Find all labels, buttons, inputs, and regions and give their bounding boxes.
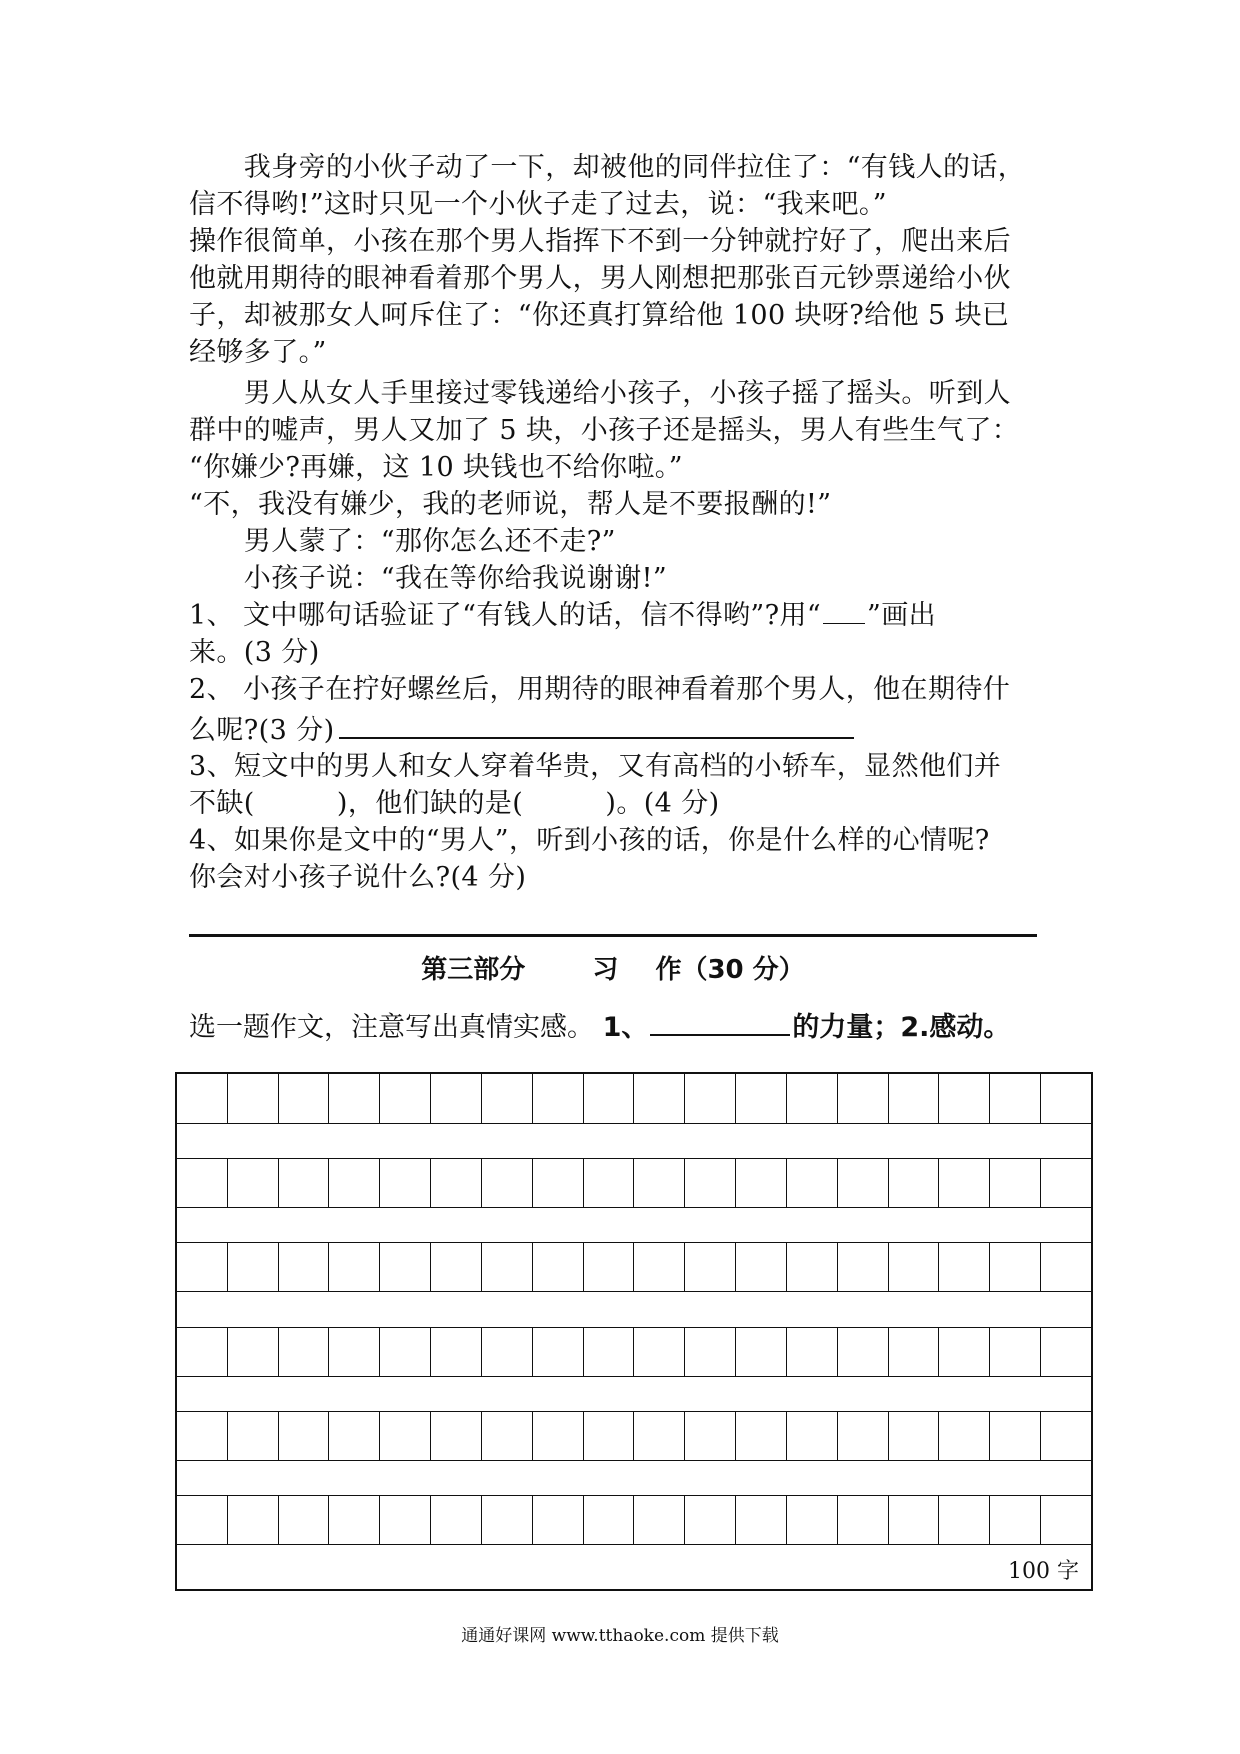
grid-cell[interactable] (938, 1412, 989, 1460)
grid-cell[interactable] (583, 1412, 634, 1460)
section-part-label: 第三部分 (421, 955, 526, 985)
passage-line: 男人从女人手里接过零钱递给小孩子，小孩子摇了摇头。听到人 (189, 378, 1011, 409)
grid-cell[interactable] (379, 1412, 430, 1460)
grid-cell[interactable] (379, 1074, 430, 1123)
grid-cell[interactable] (532, 1328, 583, 1376)
grid-cell[interactable] (735, 1243, 786, 1291)
grid-cell[interactable] (735, 1074, 786, 1123)
grid-cell[interactable] (1040, 1243, 1091, 1291)
grid-cell[interactable] (684, 1159, 735, 1207)
grid-cell[interactable] (328, 1243, 379, 1291)
grid-cell[interactable] (177, 1328, 227, 1376)
grid-cell[interactable] (177, 1074, 227, 1123)
composition-grid[interactable] (175, 1072, 1093, 1591)
grid-cell[interactable] (328, 1496, 379, 1544)
grid-cell[interactable] (1040, 1412, 1091, 1460)
grid-cell[interactable] (278, 1496, 329, 1544)
grid-cell[interactable] (786, 1496, 837, 1544)
grid-cell[interactable] (177, 1412, 227, 1460)
grid-row (177, 1074, 1091, 1124)
grid-cell[interactable] (227, 1243, 278, 1291)
grid-cell[interactable] (837, 1074, 888, 1123)
grid-cell[interactable] (430, 1328, 481, 1376)
question-2: 2、 小孩子在拧好螺丝后，用期待的眼神看着那个男人，他在期待什 (189, 674, 1011, 705)
grid-cell[interactable] (532, 1412, 583, 1460)
grid-cell[interactable] (177, 1159, 227, 1207)
writing-prompt (189, 1006, 1010, 1048)
grid-cell[interactable] (938, 1159, 989, 1207)
grid-row (177, 1242, 1091, 1292)
grid-cell[interactable] (989, 1074, 1040, 1123)
grid-cell[interactable] (888, 1328, 939, 1376)
grid-cell[interactable] (177, 1243, 227, 1291)
grid-cell[interactable] (786, 1243, 837, 1291)
char-count-label: 100 字 (1008, 1559, 1079, 1584)
grid-cell[interactable] (481, 1074, 532, 1123)
title-blank[interactable] (650, 1006, 790, 1036)
grid-cell[interactable] (227, 1159, 278, 1207)
grid-cell[interactable] (532, 1496, 583, 1544)
grid-cell[interactable] (684, 1074, 735, 1123)
grid-cell[interactable] (379, 1328, 430, 1376)
grid-cell[interactable] (837, 1496, 888, 1544)
grid-row (177, 1158, 1091, 1208)
section-divider (189, 934, 1037, 937)
grid-cell[interactable] (532, 1074, 583, 1123)
grid-cell[interactable] (379, 1243, 430, 1291)
question-1-text: 1、 文中哪句话验证了“有钱人的话，信不得哟”?用“ (189, 600, 822, 631)
question-2-text: 么呢?(3 分) (189, 715, 335, 746)
section-name-2: 作（30 分） (655, 955, 805, 985)
underline-mark-blank (823, 601, 865, 624)
grid-cell[interactable] (227, 1412, 278, 1460)
grid-cell[interactable] (227, 1074, 278, 1123)
question-3-continued: 不缺( )，他们缺的是( )。(4 分) (189, 788, 720, 819)
passage-line: 经够多了。” (189, 337, 327, 368)
grid-cell[interactable] (837, 1328, 888, 1376)
grid-cell[interactable] (888, 1243, 939, 1291)
grid-cell[interactable] (888, 1496, 939, 1544)
grid-cell[interactable] (430, 1074, 481, 1123)
page-footer: 通通好课网 www.tthaoke.com 提供下载 (461, 1626, 779, 1646)
grid-cell[interactable] (786, 1328, 837, 1376)
grid-cell[interactable] (633, 1159, 684, 1207)
option-1-suffix: 的力量； (792, 1012, 901, 1043)
grid-cell[interactable] (1040, 1328, 1091, 1376)
passage-line: 小孩子说：“我在等你给我说谢谢!” (189, 563, 668, 594)
grid-cell[interactable] (532, 1243, 583, 1291)
grid-cell[interactable] (1040, 1496, 1091, 1544)
passage-line: “你嫌少?再嫌，这 10 块钱也不给你啦。” (189, 452, 683, 483)
question-4: 4、如果你是文中的“男人”，听到小孩的话，你是什么样的心情呢? (189, 825, 990, 856)
grid-cell[interactable] (430, 1159, 481, 1207)
grid-cell[interactable] (583, 1496, 634, 1544)
option-1-number: 1、 (602, 1012, 649, 1043)
grid-cell[interactable] (684, 1412, 735, 1460)
question-3: 3、短文中的男人和女人穿着华贵，又有高档的小轿车，显然他们并 (189, 751, 1002, 782)
grid-cell[interactable] (633, 1412, 684, 1460)
grid-cell[interactable] (837, 1412, 888, 1460)
grid-cell[interactable] (430, 1243, 481, 1291)
grid-cell[interactable] (379, 1159, 430, 1207)
passage-line: 群中的嘘声，男人又加了 5 块，小孩子还是摇头，男人有些生气了： (189, 415, 1020, 446)
grid-cell[interactable] (938, 1328, 989, 1376)
grid-cell[interactable] (989, 1412, 1040, 1460)
grid-cell[interactable] (684, 1328, 735, 1376)
grid-cell[interactable] (481, 1496, 532, 1544)
grid-cell[interactable] (177, 1496, 227, 1544)
grid-cell[interactable] (735, 1328, 786, 1376)
grid-row (177, 1495, 1091, 1545)
grid-cell[interactable] (888, 1159, 939, 1207)
grid-cell[interactable] (938, 1074, 989, 1123)
question-1-continued: 来。(3 分) (189, 637, 320, 668)
grid-cell[interactable] (481, 1328, 532, 1376)
grid-cell[interactable] (1040, 1159, 1091, 1207)
grid-cell[interactable] (1040, 1074, 1091, 1123)
question-2-continued (189, 709, 854, 749)
grid-cell[interactable] (328, 1328, 379, 1376)
grid-cell[interactable] (989, 1328, 1040, 1376)
grid-row (177, 1327, 1091, 1377)
grid-cell[interactable] (684, 1243, 735, 1291)
option-2: 2.感动。 (900, 1012, 1011, 1043)
passage-line: 操作很简单，小孩在那个男人指挥下不到一分钟就拧好了，爬出来后 (189, 226, 1011, 257)
grid-cell[interactable] (786, 1159, 837, 1207)
grid-cell[interactable] (633, 1243, 684, 1291)
question-1 (189, 598, 936, 634)
grid-cell[interactable] (328, 1412, 379, 1460)
grid-cell[interactable] (989, 1243, 1040, 1291)
grid-cell[interactable] (328, 1159, 379, 1207)
grid-cell[interactable] (278, 1412, 329, 1460)
grid-row (177, 1411, 1091, 1461)
grid-cell[interactable] (735, 1159, 786, 1207)
grid-cell[interactable] (481, 1159, 532, 1207)
passage-line: 男人蒙了：“那你怎么还不走?” (189, 526, 616, 557)
grid-cell[interactable] (430, 1496, 481, 1544)
grid-cell[interactable] (888, 1412, 939, 1460)
passage-line: “不，我没有嫌少，我的老师说，帮人是不要报酬的!” (189, 489, 832, 520)
grid-cell[interactable] (888, 1074, 939, 1123)
grid-cell[interactable] (481, 1243, 532, 1291)
grid-cell[interactable] (633, 1074, 684, 1123)
passage-line: 子，却被那女人呵斥住了：“你还真打算给他 100 块呀?给他 5 块已 (189, 300, 1010, 331)
grid-cell[interactable] (583, 1159, 634, 1207)
grid-cell[interactable] (989, 1496, 1040, 1544)
grid-cell[interactable] (278, 1074, 329, 1123)
grid-cell[interactable] (989, 1159, 1040, 1207)
passage-line: 信不得哟!”这时只见一个小伙子走了过去，说：“我来吧。” (189, 189, 887, 220)
grid-cell[interactable] (481, 1412, 532, 1460)
grid-cell[interactable] (379, 1496, 430, 1544)
grid-cell[interactable] (786, 1074, 837, 1123)
section-title (189, 950, 1037, 990)
grid-cell[interactable] (227, 1328, 278, 1376)
grid-cell[interactable] (278, 1159, 329, 1207)
answer-blank[interactable] (339, 709, 854, 739)
section-name-1: 习 (592, 955, 619, 985)
grid-cell[interactable] (633, 1328, 684, 1376)
grid-cell[interactable] (633, 1496, 684, 1544)
grid-cell[interactable] (583, 1074, 634, 1123)
question-1-text-end: ”画出 (867, 600, 937, 631)
grid-cell[interactable] (532, 1159, 583, 1207)
grid-cell[interactable] (938, 1243, 989, 1291)
grid-cell[interactable] (430, 1412, 481, 1460)
grid-cell[interactable] (583, 1243, 634, 1291)
grid-cell[interactable] (938, 1496, 989, 1544)
grid-cell[interactable] (278, 1243, 329, 1291)
grid-cell[interactable] (786, 1412, 837, 1460)
passage-line: 我身旁的小伙子动了一下，却被他的同伴拉住了：“有钱人的话， (189, 152, 1026, 183)
grid-cell[interactable] (227, 1496, 278, 1544)
grid-cell[interactable] (837, 1243, 888, 1291)
grid-cell[interactable] (735, 1412, 786, 1460)
grid-cell[interactable] (328, 1074, 379, 1123)
grid-cell[interactable] (684, 1496, 735, 1544)
grid-cell[interactable] (278, 1328, 329, 1376)
passage-line: 他就用期待的眼神看着那个男人，男人刚想把那张百元钞票递给小伙 (189, 263, 1011, 294)
question-4-continued: 你会对小孩子说什么?(4 分) (189, 862, 527, 893)
grid-cell[interactable] (583, 1328, 634, 1376)
grid-cell[interactable] (837, 1159, 888, 1207)
grid-cell[interactable] (735, 1496, 786, 1544)
prompt-text: 选一题作文，注意写出真情实感。 (189, 1012, 603, 1043)
